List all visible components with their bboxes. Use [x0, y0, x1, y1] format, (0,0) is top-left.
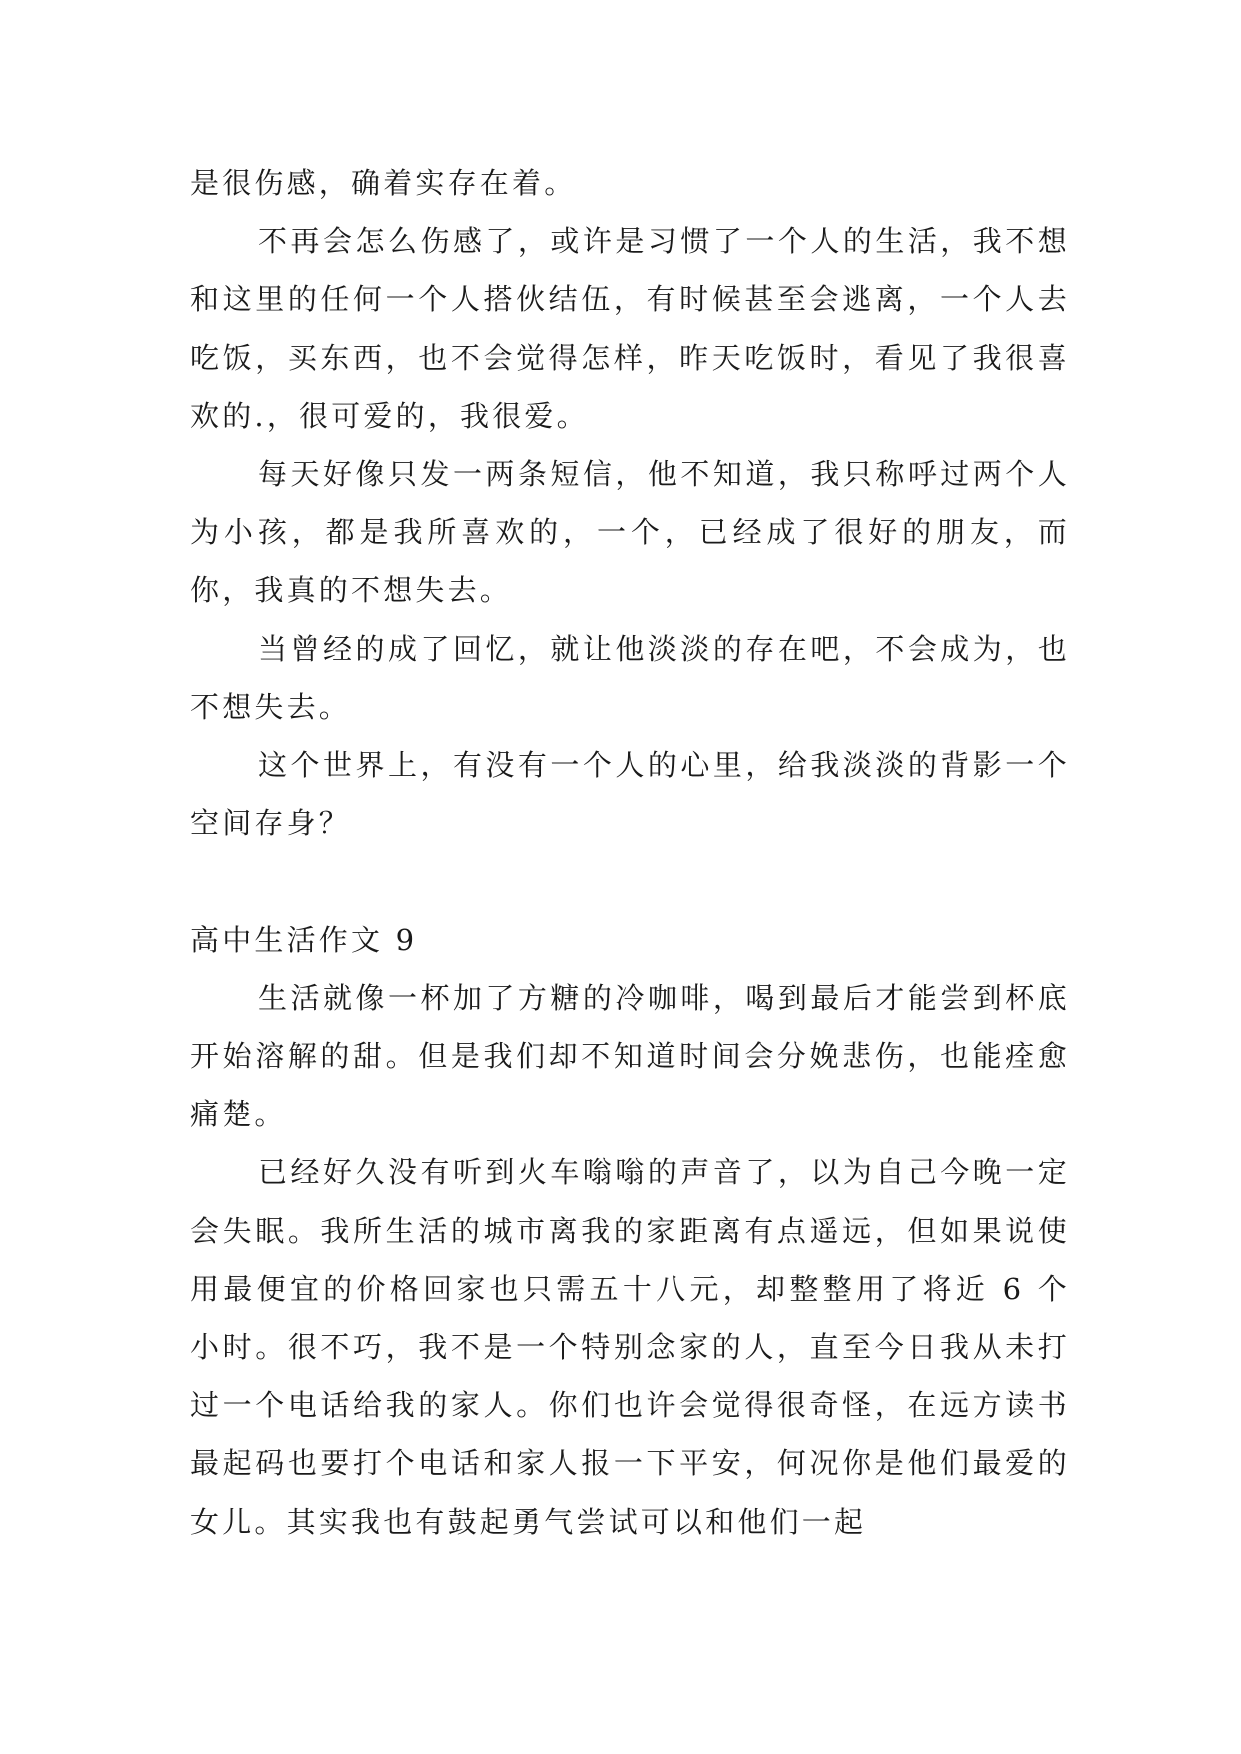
paragraph: 生活就像一杯加了方糖的冷咖啡，喝到最后才能尝到杯底开始溶解的甜。但是我们却不知道时间会分娩悲伤，也能痊愈痛楚。 [190, 980, 1070, 1132]
paragraph: 当曾经的成了回忆，就让他淡淡的存在吧，不会成为，也不想失去。 [190, 631, 1070, 724]
paragraph: 不再会怎么伤感了，或许是习惯了一个人的生活，我不想和这里的任何一个人搭伙结伍，有时候甚至会逃离，一个人去吃饭，买东西，也不会觉得怎样，昨天吃饭时，看见了我很喜欢的.，很可爱的，我很爱。 [190, 224, 1070, 433]
paragraph: 每天好像只发一两条短信，他不知道，我只称呼过两个人为小孩，都是我所喜欢的，一个，已经成了很好的朋友，而你，我真的不想失去。 [190, 457, 1070, 608]
section-spacer [190, 852, 1070, 910]
document-body [190, 154, 1070, 1551]
paragraph: 这个世界上，有没有一个人的心里，给我淡淡的背影一个空间存身？ [190, 748, 1070, 841]
paragraph: 是很伤感，确着实存在着。 [190, 166, 577, 200]
paragraph: 已经好久没有听到火车嗡嗡的声音了，以为自己今晚一定会失眠。我所生活的城市离我的家距离有点遥远，但如果说使用最便宜的价格回家也只需五十八元，却整整用了将近 6 个小时。很不巧，我不是一个特别念家的人，直至今日我从未打过一个电话给我的家人。你们也许会觉得很奇怪，在远方读书最起码也要打个电话和家人报一下平安，何况你是他们最爱的女儿。其实我也有鼓起勇气尝试可以和他们一起 [190, 1155, 1070, 1539]
section-heading: 高中生活作文 9 [190, 922, 418, 957]
